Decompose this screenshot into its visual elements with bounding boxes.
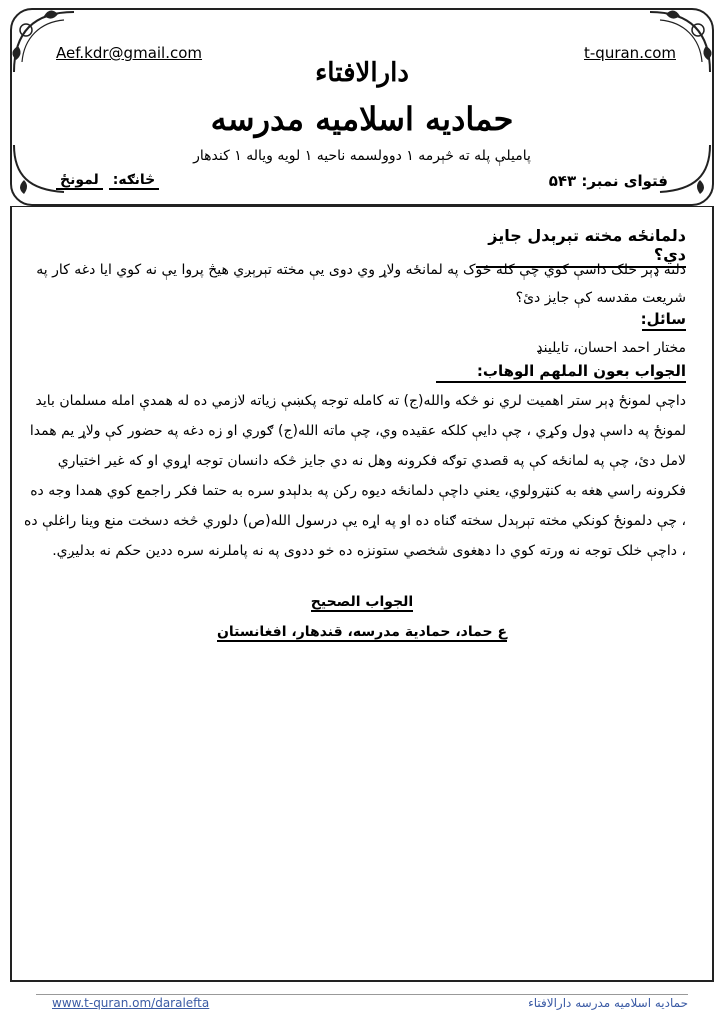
section-field bbox=[56, 172, 159, 190]
answer-text: داچې لمونځ ډېر ستر اهمیت لري نو څکه والله(ج) ته کامله توجه پکښې زیاته لازمي ده له همدې امله مسلمان باید لمونځ په داسې ډول وکړي ، چې دایې کلکه عقیده وي، چې ماته الله(ج) ګوري او زه دغه په حضور کې ولاړ یم همدا لامل دئ، چې په لمانځه کې په قصدي توګه فکرونه وهل نه دي جایز څکه دانسان توجه اړوي او که غیر اختیاري فکرونه راسي هغه به کنټرولوي، یعني داچې دلمانځه دیوه رکن په بدلېدو سره به حتما فکر راجمع کوي همدا وجه ده ، چې دلمونځ کونکي مخته تېرېدل سخته ګناه ده او په اړه یې درسول الله(ص) دلوري څخه دسخت منع وینا راغلې ده ، داچې خلک توجه نه ورته کوي دا دهغوی شخصي ستونزه ده خو ددوی په نه پاملرنه سره ددین حکم نه بدلیږي. bbox=[24, 393, 686, 559]
footer-org-text: حمادیه اسلامیه مدرسه دارالافتاء bbox=[528, 996, 688, 1010]
institution-name: حمادیه اسلامیه مدرسه bbox=[210, 100, 514, 138]
fatwa-number: فتوای نمبر: ۵۴۳ bbox=[548, 172, 668, 190]
footer-divider bbox=[36, 994, 688, 995]
email-link[interactable]: Aef.kdr@gmail.com bbox=[56, 44, 203, 62]
question-heading: دلمانځه مخته تېرېدل جایز دي؟ bbox=[476, 226, 686, 268]
website-link[interactable]: t-quran.com bbox=[584, 44, 676, 62]
section-label: څانګه: bbox=[109, 172, 159, 190]
answer-label: الجواب بعون الملهم الوهاب: bbox=[436, 362, 686, 383]
signature-title bbox=[0, 594, 724, 610]
asker-name: مختار احمد احسان، تایلینډ bbox=[536, 340, 686, 356]
signature-title-text: الجواب الصحیح bbox=[310, 594, 414, 610]
question-text: دلته ډېر خلک داسې کوي چې کله څوک په لمانځه ولاړ وي دوی یې مخته تېرېږي هيڅ پروا یې نه کوي ایا دغه کار په شریعت مقدسه کې جایز دئ؟ bbox=[36, 262, 686, 306]
section-value: لمونځ bbox=[56, 172, 103, 190]
asker-label: سائل: bbox=[642, 310, 686, 331]
signature-name bbox=[0, 624, 724, 640]
page-title: دارالافتاء bbox=[315, 58, 409, 88]
signature-name-text: ع حماد، حمادیة مدرسه، قندهار، افغانستان bbox=[216, 624, 508, 640]
footer-url-link[interactable]: www.t-quran.om/daralefta bbox=[52, 996, 210, 1010]
address-line: پامیلې پله ته څېرمه ۱ دوولسمه ناحیه ۱ لویه ویاله ۱ کندهار bbox=[193, 148, 531, 164]
